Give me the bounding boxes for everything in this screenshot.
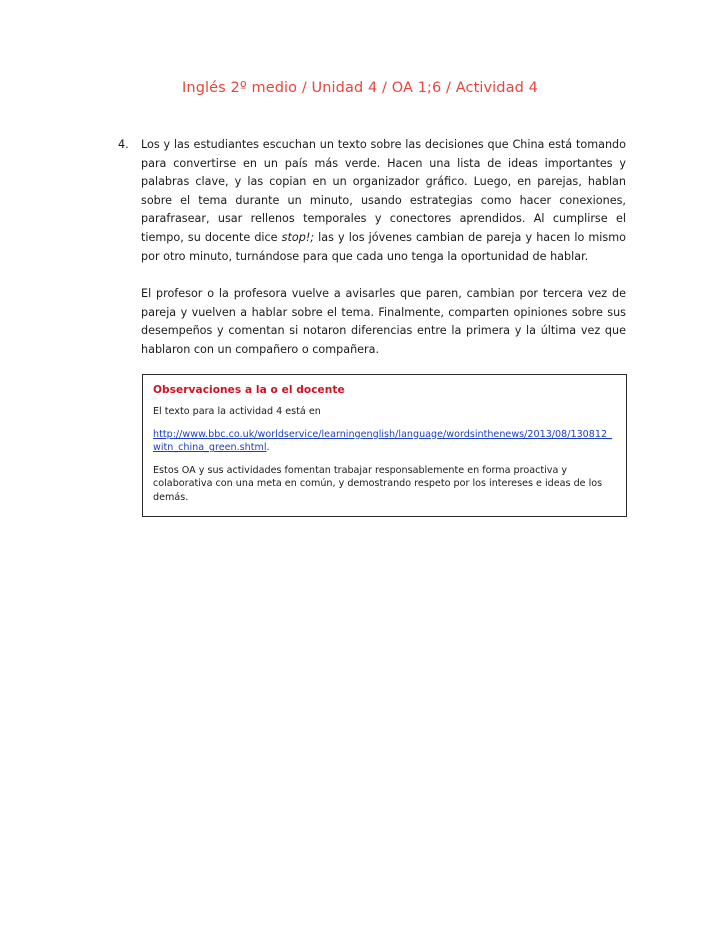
body-text: Los y las estudiantes escuchan un texto sobre las decisiones que China está tomando para convertirse en un país más verde. Hacen una lista de ideas importantes y palabras clave, y las copian en un organizador gráfico. Luego, en parejas, hablan sobre el tema durante un minuto, usando estrategias como hacer conexiones, parafrasear, usar rellenos temporales y conectores aprendidos. Al cumplirse el tiempo, su docente dice (141, 138, 626, 244)
teacher-observations-box (142, 374, 627, 517)
bbc-resource-link[interactable]: http://www.bbc.co.uk/worldservice/learningenglish/language/wordsinthenews/2013/08/130812_witn_china_green.shtml (153, 428, 612, 454)
observations-intro-text: El texto para la actividad 4 está en (153, 406, 321, 417)
observations-link-row (153, 428, 616, 455)
activity-number: 4. (118, 138, 129, 151)
observations-closing-text: Estos OA y sus actividades fomentan trabajar responsablemente en forma proactiva y colaborativa con una meta en común, y demostrando respeto por los intereses e ideas de los demás. (153, 464, 603, 503)
emphasis-text: stop!; (281, 230, 315, 244)
activity-paragraph-2 (141, 285, 626, 359)
page-title: Inglés 2º medio / Unidad 4 / OA 1;6 / Actividad 4 (182, 80, 538, 96)
body-text: El profesor o la profesora vuelve a avisarles que paren, cambian por tercera vez de pareja y vuelven a hablar sobre el tema. Finalmente, comparten opiniones sobre sus desempeños y comentan si notaron diferencias entre la primera y la última vez que hablaron con un compañero o compañera. (141, 287, 626, 356)
observations-link-period: . (266, 442, 270, 454)
activity-paragraph-1 (141, 136, 626, 266)
observations-title: Observaciones a la o el docente (153, 384, 345, 396)
activity-body (141, 136, 626, 360)
body-text: las y los jóvenes cambian de pareja y hacen lo mismo por otro minuto, turnándose para que cada uno tenga la oportunidad de hablar. (141, 230, 626, 263)
activity-item (118, 136, 626, 360)
